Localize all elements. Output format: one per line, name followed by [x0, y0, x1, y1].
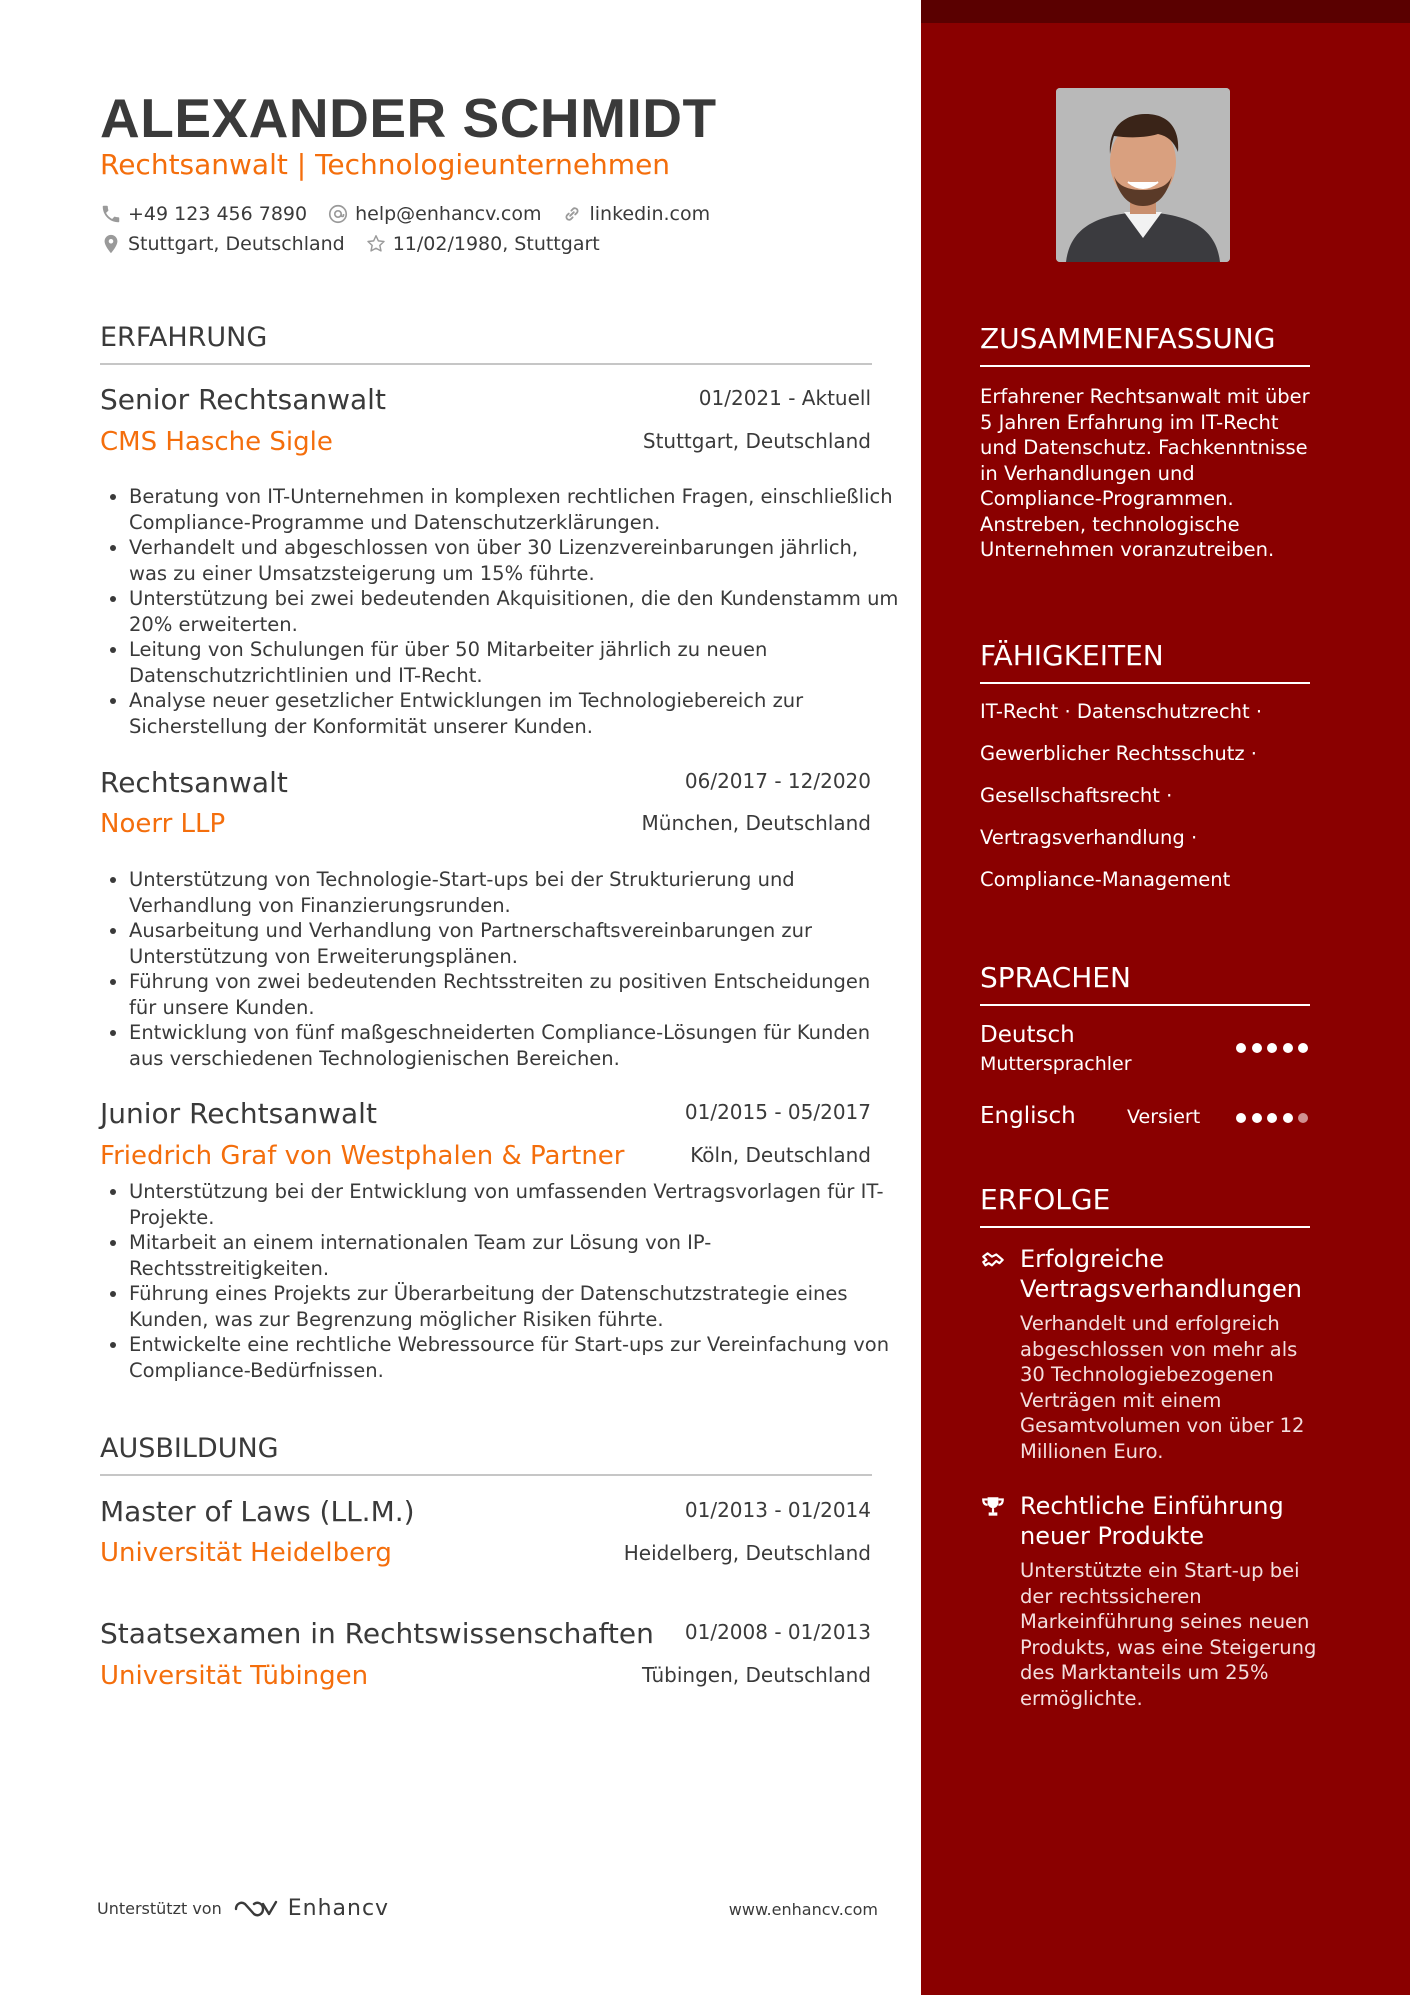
- experience-bullets: [100, 1179, 901, 1383]
- experience-role: Junior Rechtsanwalt: [100, 1097, 377, 1130]
- experience-date: 01/2015 - 05/2017: [684, 1100, 871, 1124]
- experience-company: CMS Hasche Sigle: [100, 427, 333, 457]
- experience-company: Noerr LLP: [100, 809, 226, 839]
- list-item: • Entwicklung von fünf maßgeschneiderten Compliance-Lösungen für Kunden aus verschiedenen Technologienischen Bereichen.: [129, 1020, 901, 1071]
- skills-section-title: FÄHIGKEITEN: [980, 639, 1310, 684]
- skill-line: IT-Recht · Datenschutzrecht ·: [980, 700, 1263, 723]
- skill-line: Gewerblicher Rechtsschutz ·: [980, 742, 1258, 765]
- experience-date: 06/2017 - 12/2020: [684, 769, 871, 793]
- education-date: 01/2013 - 01/2014: [684, 1498, 871, 1522]
- education-location: [624, 1541, 871, 1566]
- achievements-section-title: ERFOLGE: [980, 1183, 1310, 1228]
- email-text: help@enhancv.com: [355, 203, 542, 225]
- list-item: • Verhandelt und abgeschlossen von über 30 Lizenzvereinbarungen jährlich, was zu einer Umsatzsteigerung um 15% führte.: [129, 535, 901, 586]
- list-item: • Führung von zwei bedeutenden Rechtsstreiten zu positiven Entscheidungen für unsere Kunden.: [129, 969, 901, 1020]
- list-item: • Beratung von IT-Unternehmen in komplexen rechtlichen Fragen, einschließlich Compliance-Programme und Datenschutzerklärungen.: [129, 484, 901, 535]
- education-section-title: AUSBILDUNG: [100, 1433, 872, 1476]
- summary-section-title: ZUSAMMENFASSUNG: [980, 322, 1310, 367]
- language-level: Versiert: [1127, 1106, 1201, 1128]
- experience-location: [690, 1143, 871, 1168]
- list-item: • Ausarbeitung und Verhandlung von Partnerschaftsvereinbarungen zur Unterstützung von Erweiterungsplänen.: [129, 918, 901, 969]
- contact-row-2: [100, 233, 620, 255]
- location-text: Stuttgart, Deutschland: [128, 233, 345, 255]
- trophy-icon: [980, 1494, 1006, 1520]
- candidate-title: Rechtsanwalt | Technologieunternehmen: [100, 148, 671, 181]
- skill-line: Vertragsverhandlung ·: [980, 826, 1198, 849]
- experience-role: Rechtsanwalt: [100, 766, 288, 799]
- rating-dot: [1283, 1113, 1293, 1123]
- language-level: Muttersprachler: [980, 1053, 1132, 1075]
- list-item: • Unterstützung bei zwei bedeutenden Akquisitionen, die den Kundenstamm um 20% erweiterten.: [129, 586, 901, 637]
- phone-text: +49 123 456 7890: [128, 203, 308, 225]
- linkedin-text: linkedin.com: [589, 203, 711, 225]
- rating-dot: [1252, 1113, 1262, 1123]
- contact-linkedin[interactable]: [561, 203, 710, 225]
- education-school: Universität Tübingen: [100, 1661, 369, 1691]
- star-icon: [365, 233, 387, 255]
- footer-url[interactable]: www.enhancv.com: [728, 1900, 878, 1919]
- experience-date: 01/2021 - Aktuell: [698, 386, 871, 410]
- education-school: Universität Heidelberg: [100, 1538, 392, 1568]
- education-location-text: Heidelberg, Deutschland: [623, 1541, 871, 1565]
- rating-dot: [1283, 1043, 1293, 1053]
- list-item: • Entwickelte eine rechtliche Webressource für Start-ups zur Vereinfachung von Compliance-Bedürfnissen.: [129, 1332, 901, 1383]
- experience-role: Senior Rechtsanwalt: [100, 383, 386, 416]
- experience-location-text: Stuttgart, Deutschland: [642, 429, 871, 453]
- list-item: • Führung eines Projekts zur Überarbeitung der Datenschutzstrategie eines Kunden, was zur Begrenzung möglicher Risiken führte.: [129, 1281, 901, 1332]
- rating-dot: [1252, 1043, 1262, 1053]
- language-rating: [1236, 1043, 1314, 1053]
- avatar: [1056, 88, 1230, 262]
- contact-location: [100, 233, 345, 255]
- education-location-text: Tübingen, Deutschland: [642, 1663, 871, 1687]
- contact-email[interactable]: [327, 203, 541, 225]
- education-degree: Master of Laws (LL.M.): [100, 1495, 415, 1528]
- achievement-title: Rechtliche Einführung neuer Produkte: [1020, 1492, 1284, 1550]
- contact-row-1: [100, 203, 730, 225]
- experience-bullets: [100, 484, 901, 739]
- achievement-text: Unterstützte ein Start-up bei der rechtssicheren Markeinführung seines neuen Produkts, was eine Steigerung des Marktanteils um 25% ermöglichte.: [1020, 1559, 1317, 1710]
- education-degree: Staatsexamen in Rechtswissenschaften: [100, 1617, 654, 1650]
- list-item: • Analyse neuer gesetzlicher Entwicklungen im Technologiebereich zur Sicherstellung der Konformität unserer Kunden.: [129, 688, 901, 739]
- rating-dot: [1236, 1113, 1246, 1123]
- profile-photo: [1056, 88, 1230, 262]
- contact-phone[interactable]: [100, 203, 307, 225]
- language-name: Deutsch: [980, 1022, 1075, 1048]
- experience-location: [642, 811, 871, 836]
- at-icon: [327, 203, 349, 225]
- experience-bullets: [100, 867, 901, 1071]
- rating-dot: [1298, 1043, 1308, 1053]
- location-pin-icon: [100, 233, 122, 255]
- list-item: • Leitung von Schulungen für über 50 Mitarbeiter jährlich zu neuen Datenschutzrichtlinien und IT-Recht.: [129, 637, 901, 688]
- handshake-icon: [980, 1248, 1006, 1274]
- experience-section-title: ERFAHRUNG: [100, 322, 872, 365]
- list-item: • Mitarbeit an einem internationalen Team zur Lösung von IP-Rechtsstreitigkeiten.: [129, 1230, 901, 1281]
- skill-line: Gesellschaftsrecht ·: [980, 784, 1173, 807]
- link-icon: [561, 203, 583, 225]
- candidate-name: ALEXANDER SCHMIDT: [100, 87, 717, 149]
- language-name: Englisch: [980, 1103, 1076, 1129]
- achievement-title: Erfolgreiche Vertragsverhandlungen: [1020, 1245, 1302, 1303]
- powered-by-text: Unterstützt von: [97, 1899, 222, 1918]
- enhancv-logo-icon: [232, 1897, 280, 1921]
- birth-text: 11/02/1980, Stuttgart: [392, 233, 600, 255]
- list-item: • Unterstützung bei der Entwicklung von umfassenden Vertragsvorlagen für IT-Projekte.: [129, 1179, 901, 1230]
- rating-dot: [1267, 1113, 1277, 1123]
- list-item: • Unterstützung von Technologie-Start-ups bei der Strukturierung und Verhandlung von Finanzierungsrunden.: [129, 867, 901, 918]
- experience-location: [643, 429, 871, 454]
- footer-brand[interactable]: [97, 1896, 389, 1921]
- language-rating: [1236, 1113, 1314, 1123]
- sidebar-top-bar: [921, 0, 1410, 23]
- rating-dot: [1267, 1043, 1277, 1053]
- skill-line: Compliance-Management: [980, 868, 1231, 891]
- phone-icon: [100, 203, 122, 225]
- brand-name: Enhancv: [287, 1896, 390, 1921]
- summary-text: Erfahrener Rechtsanwalt mit über 5 Jahren Erfahrung im IT-Recht und Datenschutz. Fachkenntnisse in Verhandlungen und Compliance-Programmen. Anstreben, technologische Unternehmen voranzutreiben.: [980, 385, 1310, 561]
- languages-section-title: SPRACHEN: [980, 961, 1310, 1006]
- education-date: 01/2008 - 01/2013: [684, 1620, 871, 1644]
- experience-location-text: Köln, Deutschland: [690, 1143, 871, 1167]
- rating-dot: [1236, 1043, 1246, 1053]
- experience-location-text: München, Deutschland: [641, 811, 871, 835]
- achievement-text: Verhandelt und erfolgreich abgeschlossen von mehr als 30 Technologiebezogenen Verträgen mit einem Gesamtvolumen von über 12 Millionen Euro.: [1020, 1312, 1305, 1463]
- experience-company: Friedrich Graf von Westphalen & Partner: [100, 1141, 625, 1171]
- education-location: [642, 1663, 871, 1688]
- contact-birth: [365, 233, 600, 255]
- rating-dot: [1298, 1113, 1308, 1123]
